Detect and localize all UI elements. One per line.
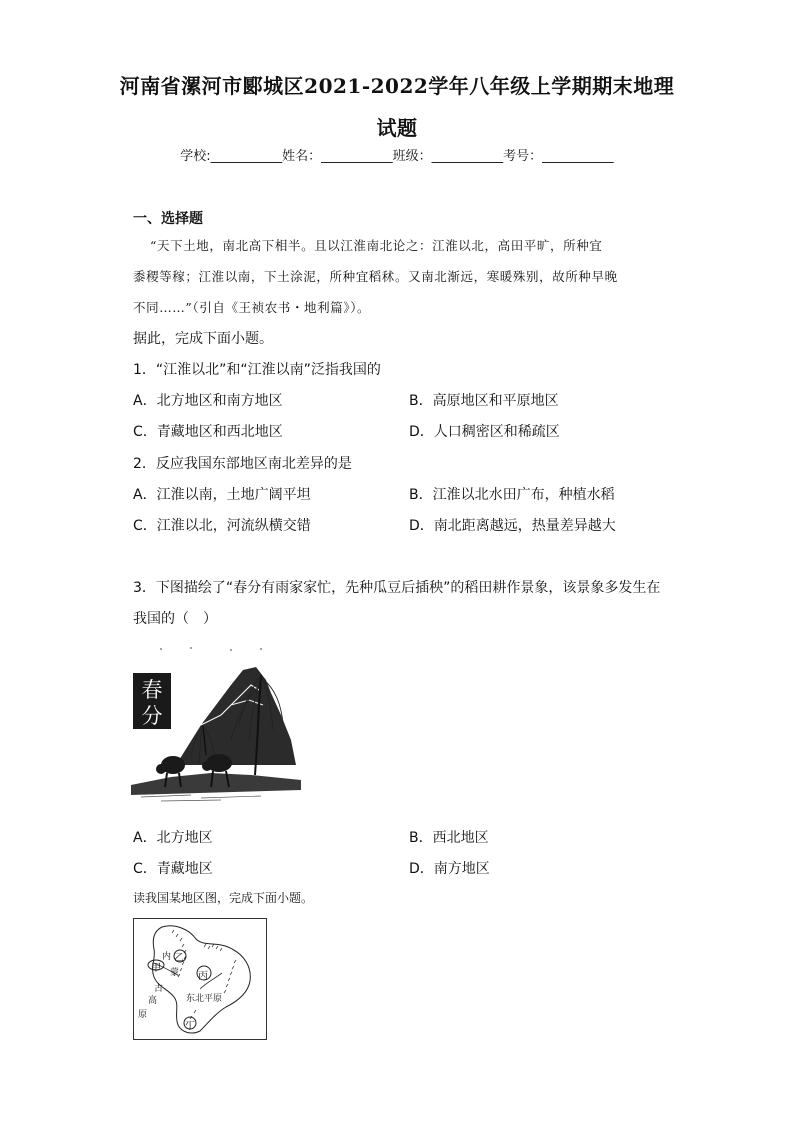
q1-option-b[interactable]: B．高原地区和平原地区 <box>409 393 559 409</box>
q2-option-a[interactable]: A．江淮以南，土地广阔平坦 <box>133 487 311 503</box>
q2-option-c[interactable]: C．江淮以北，河流纵横交错 <box>133 518 311 534</box>
map-label-jia: 甲 <box>151 963 161 974</box>
page-title: 河南省漯河市郾城区2021-2022学年八年级上学期期末地理 <box>119 74 675 98</box>
passage-line-3: 不同……”（引自《王祯农书・地利篇》）。 <box>133 300 371 315</box>
map-label-nei: 内 <box>162 952 172 962</box>
spring-equinox-illustration <box>131 645 301 805</box>
q1-option-a[interactable]: A．北方地区和南方地区 <box>133 393 283 409</box>
question-2-stem: 2．反应我国东部地区南北差异的是 <box>133 456 352 472</box>
q3-option-b[interactable]: B．西北地区 <box>409 830 489 846</box>
q3-option-d[interactable]: D．南方地区 <box>409 861 490 877</box>
question-3-stem-line-1: 3．下图描绘了“春分有雨家家忙，先种瓜豆后插秧”的稻田耕作景象，该景象多发生在 <box>133 580 661 596</box>
question-1-stem: 1．“江淮以北”和“江淮以南”泛指我国的 <box>133 362 381 378</box>
illustration-caption-equinox: 分 <box>141 704 163 728</box>
map-label-gu: 古 <box>154 984 164 994</box>
map-instruction: 读我国某地区图，完成下面小题。 <box>133 891 314 905</box>
passage-line-2: 黍稷等稼；江淮以南，下土涂泥，所种宜稻秫。又南北渐远，寒暖殊别，故所种早晚 <box>133 269 618 284</box>
question-3-stem-line-2: 我国的（ ） <box>133 611 217 627</box>
page-title-line2: 试题 <box>376 116 418 140</box>
student-info-line: 学校:___________姓名：___________班级：___________考号：___________ <box>180 149 614 164</box>
instruction: 据此，完成下面小题。 <box>133 331 273 347</box>
map-label-gao: 高 <box>148 996 158 1006</box>
section-heading: 一、选择题 <box>133 211 203 227</box>
q2-option-b[interactable]: B．江淮以北水田广布，种植水稻 <box>409 487 615 503</box>
passage-line-1: “天下土地，南北高下相半。且以江淮南北论之：江淮以北，高田平旷，所种宜 <box>150 238 603 253</box>
q1-option-c[interactable]: C．青藏地区和西北地区 <box>133 424 283 440</box>
map-label-yuan: 原 <box>138 1010 148 1020</box>
map-label-bing: 丙 <box>198 971 208 982</box>
map-label-northeast-plain: 东北平原 <box>186 994 223 1004</box>
q1-option-d[interactable]: D．人口稠密区和稀疏区 <box>409 424 560 440</box>
northeast-china-map <box>133 918 267 1040</box>
q2-option-d[interactable]: D．南北距离越远，热量差异越大 <box>409 518 616 534</box>
map-label-yi: 乙 <box>174 953 184 964</box>
map-label-meng: 蒙 <box>170 968 180 978</box>
map-label-ding: 丁 <box>185 1021 195 1032</box>
illustration-caption-spring: 春 <box>141 678 163 702</box>
q3-option-a[interactable]: A．北方地区 <box>133 830 213 846</box>
q3-option-c[interactable]: C．青藏地区 <box>133 861 213 877</box>
